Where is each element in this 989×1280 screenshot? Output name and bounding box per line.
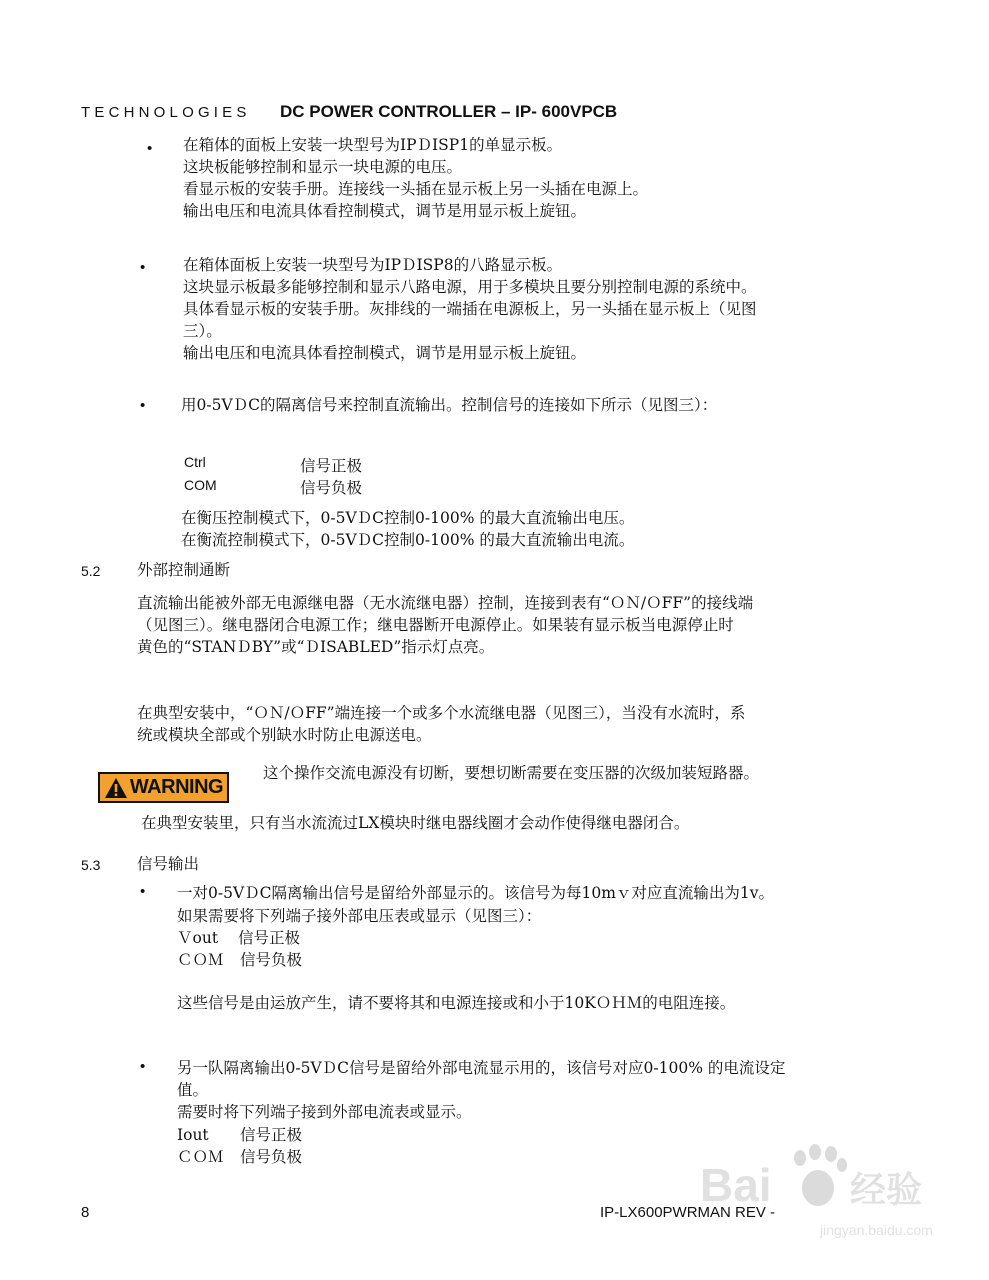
pin-description: 信号正极 [300, 457, 363, 475]
section-title: 外部控制通断 [137, 561, 231, 579]
warning-badge [98, 772, 229, 803]
paragraph-line: 直流输出能被外部无电源继电器（无水流继电器）控制，连接到表有“ＯＮ/ＯFF”的接线端 [137, 594, 754, 612]
page-number: 8 [81, 1204, 90, 1221]
paragraph-line: 在典型安装里，只有当水流流过LX模块时继电器线圈才会动作使得继电器闭合。 [141, 814, 690, 832]
pin-label: Ｖout [177, 929, 219, 947]
document-id: IP-LX600PWRMAN REV - [600, 1204, 776, 1221]
warning-text: 这个操作交流电源没有切断，要想切断需要在变压器的次级加装短路器。 [263, 764, 760, 782]
pin-description: 信号负极 [240, 1148, 303, 1166]
section-title: 信号输出 [137, 855, 200, 873]
watermark-url: jingyan.baidu.com [820, 1222, 933, 1238]
paragraph-line: 黄色的“STANＤBY”或“ＤISABLED”指示灯点亮。 [137, 638, 495, 656]
bullet-line: 另一队隔离输出0-5VＤC信号是留给外部电流显示用的，该信号对应0-100% 的电流设定 [177, 1059, 786, 1077]
paragraph-line: 在典型安装中，“ＯＮ/ＯFF”端连接一个或多个水流继电器（见图三），当没有水流时，系 [137, 704, 746, 722]
bullet-line: 需要时将下列端子接到外部电流表或显示。 [177, 1103, 472, 1121]
bullet-marker: • [140, 259, 146, 276]
watermark-brand-cn: 经验 [850, 1170, 923, 1211]
pin-description: 信号负极 [240, 951, 303, 969]
pin-label: Iout [177, 1126, 209, 1144]
bullet-line: 输出电压和电流具体看控制模式，调节是用显示板上旋钮。 [183, 202, 587, 220]
signal-note: 这些信号是由运放产生，请不要将其和电源连接或和小于10KＯＨＭ的电阻连接。 [177, 994, 736, 1012]
bullet-line: 输出电压和电流具体看控制模式，调节是用显示板上旋钮。 [183, 344, 587, 362]
pin-description: 信号正极 [238, 929, 301, 947]
bullet-line: 值。 [177, 1081, 209, 1099]
section-number: 5.3 [81, 857, 101, 873]
watermark-brand: Bai [700, 1159, 772, 1211]
bullet-line: 如果需要将下列端子接外部电压表或显示（见图三）： [177, 907, 542, 925]
bullet-line: 这块显示板最多能够控制和显示八路电源，用于多模块且要分别控制电源的系统中。 [183, 278, 757, 296]
paragraph-line: 统或模块全部或个别缺水时防止电源送电。 [137, 726, 432, 744]
warning-label: WARNING [129, 776, 224, 798]
control-note: 在衡流控制模式下，0-5VＤC控制0-100% 的最大直流输出电流。 [181, 531, 635, 549]
bullet-line: 看显示板的安装手册。连接线一头插在显示板上另一头插在电源上。 [183, 180, 649, 198]
warning-triangle-icon [104, 777, 128, 799]
bullet-line: 用0-5VＤC的隔离信号来控制直流输出。控制信号的连接如下所示（见图三）： [181, 396, 718, 414]
bullet-marker: • [140, 1058, 146, 1075]
bullet-line: 在箱体面板上安装一块型号为IPＤISP8的八路显示板。 [183, 256, 563, 274]
bullet-marker: • [140, 397, 146, 414]
pin-label: COM [184, 477, 217, 493]
section-number: 5.2 [81, 563, 101, 579]
pin-description: 信号正极 [240, 1126, 303, 1144]
bullet-line: 三）。 [183, 322, 222, 340]
baidu-jingyan-watermark [700, 1140, 970, 1255]
bullet-line: 这块板能够控制和显示一块电源的电压。 [183, 158, 463, 176]
control-note: 在衡压控制模式下，0-5VＤC控制0-100% 的最大直流输出电压。 [181, 509, 635, 527]
paragraph-line: （见图三）。继电器闭合电源工作；继电器断开电源停止。如果装有显示板当电源停止时 [137, 616, 734, 634]
document-title: DC POWER CONTROLLER – IP- 600VPCB [280, 102, 618, 121]
bullet-marker: • [140, 883, 146, 900]
bullet-line: 具体看显示板的安装手册。灰排线的一端插在电源板上，另一头插在显示板上（见图 [183, 300, 757, 318]
pin-label: ＣＯＭ [177, 1148, 224, 1166]
bullet-marker: • [147, 140, 153, 157]
bullet-line: 一对0-5VＤC隔离输出信号是留给外部显示的。该信号为每10mｖ对应直流输出为1v。 [177, 884, 775, 902]
bullet-line: 在箱体的面板上安装一块型号为IPＤISP1的单显示板。 [183, 136, 563, 154]
pin-description: 信号负极 [300, 479, 363, 497]
pin-label: Ctrl [184, 454, 206, 470]
pin-label: ＣＯＭ [177, 951, 224, 969]
company-name: TECHNOLOGIES [81, 104, 251, 121]
